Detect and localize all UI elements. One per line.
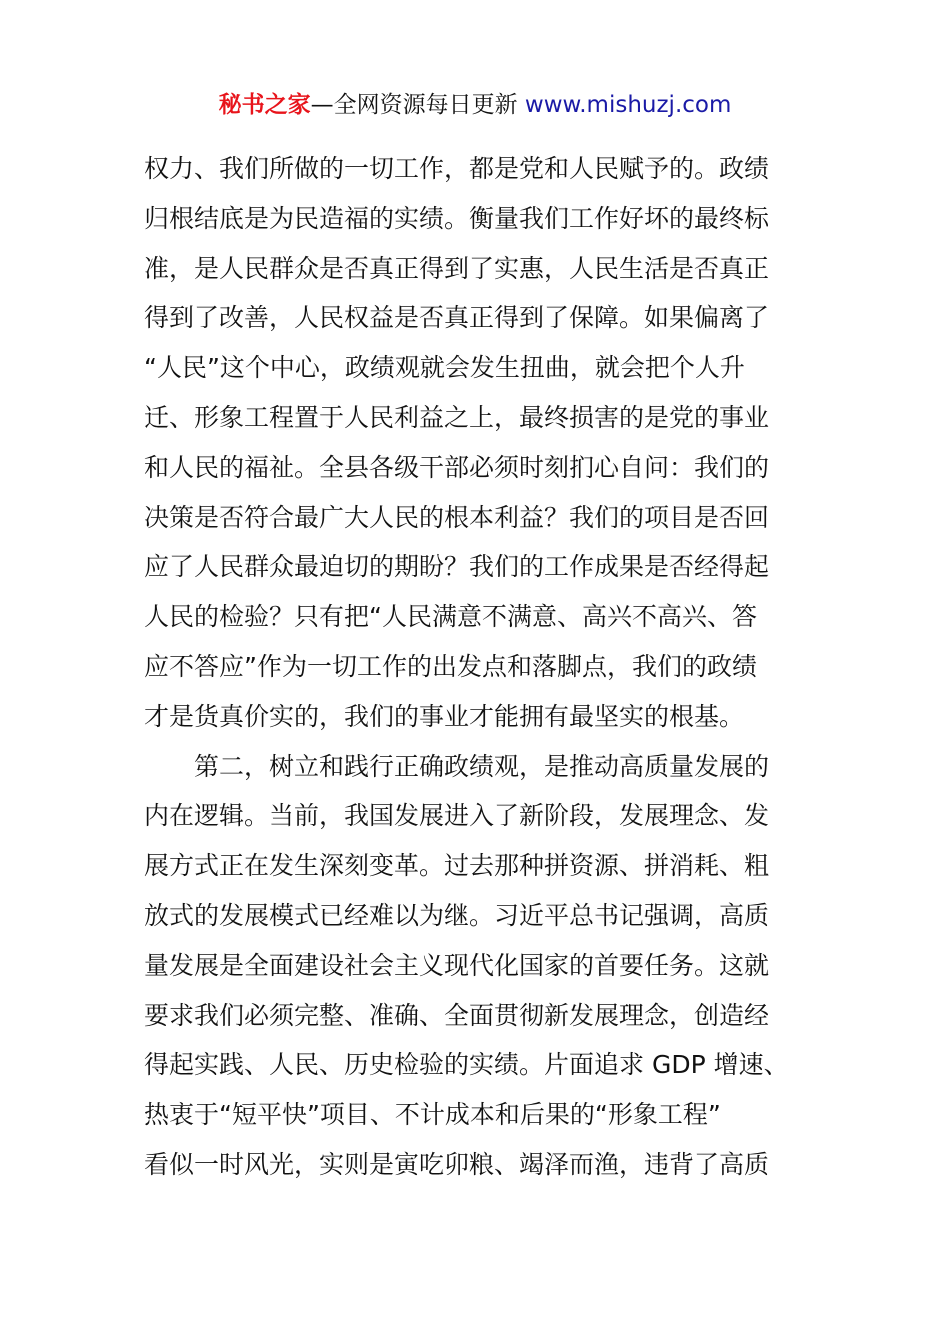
site-header: [0, 88, 950, 122]
text-line: 权力、我们所做的一切工作，都是党和人民赋予的。政绩: [144, 154, 770, 183]
text-line: 应不答应”作为一切工作的出发点和落脚点，我们的政绩: [144, 651, 757, 681]
header-tagline: —全网资源每日更新: [310, 92, 525, 118]
text-line: 人民的检验？只有把“人民满意不满意、高兴不高兴、答: [144, 602, 757, 632]
text-line: 准，是人民群众是否真正得到了实惠，人民生活是否真正: [144, 253, 770, 283]
paragraph-start-line: 第二，树立和践行正确政绩观，是推动高质量发展的: [144, 751, 770, 781]
text-line: 才是货真价实的，我们的事业才能拥有最坚实的根基。: [144, 701, 745, 731]
text-line: 要求我们必须完整、准确、全面贯彻新发展理念，创造经: [144, 1000, 770, 1030]
text-line: 放式的发展模式已经难以为继。习近平总书记强调，高质: [144, 900, 770, 930]
document-body: [144, 144, 808, 1190]
text-line: 和人民的福祉。全县各级干部必须时刻扪心自问：我们的: [144, 452, 770, 482]
text-line: 看似一时风光，实则是寅吃卯粮、竭泽而渔，违背了高质: [144, 1149, 770, 1179]
brand-name: 秘书之家: [218, 92, 311, 118]
text-line: 展方式正在发生深刻变革。过去那种拼资源、拼消耗、粗: [144, 851, 770, 881]
text-line: 应了人民群众最迫切的期盼？我们的工作成果是否经得起: [144, 552, 770, 582]
text-line: 量发展是全面建设社会主义现代化国家的首要任务。这就: [144, 950, 770, 980]
text-line: 决策是否符合最广大人民的根本利益？我们的项目是否回: [144, 502, 770, 532]
text-line: 得起实践、人民、历史检验的实绩。片面追求 GDP 增速、: [144, 1050, 789, 1080]
text-line: “人民”这个中心，政绩观就会发生扭曲，就会把个人升: [144, 353, 745, 383]
text-line: 热衷于“短平快”项目、不计成本和后果的“形象工程”: [144, 1100, 721, 1130]
text-line: 内在逻辑。当前，我国发展进入了新阶段，发展理念、发: [144, 801, 770, 831]
site-url-link[interactable]: www.mishuzj.com: [524, 92, 732, 118]
text-line: 归根结底是为民造福的实绩。衡量我们工作好坏的最终标: [144, 203, 770, 233]
text-line: 得到了改善，人民权益是否真正得到了保障。如果偏离了: [144, 303, 770, 333]
text-line: 迁、形象工程置于人民利益之上，最终损害的是党的事业: [144, 402, 770, 432]
